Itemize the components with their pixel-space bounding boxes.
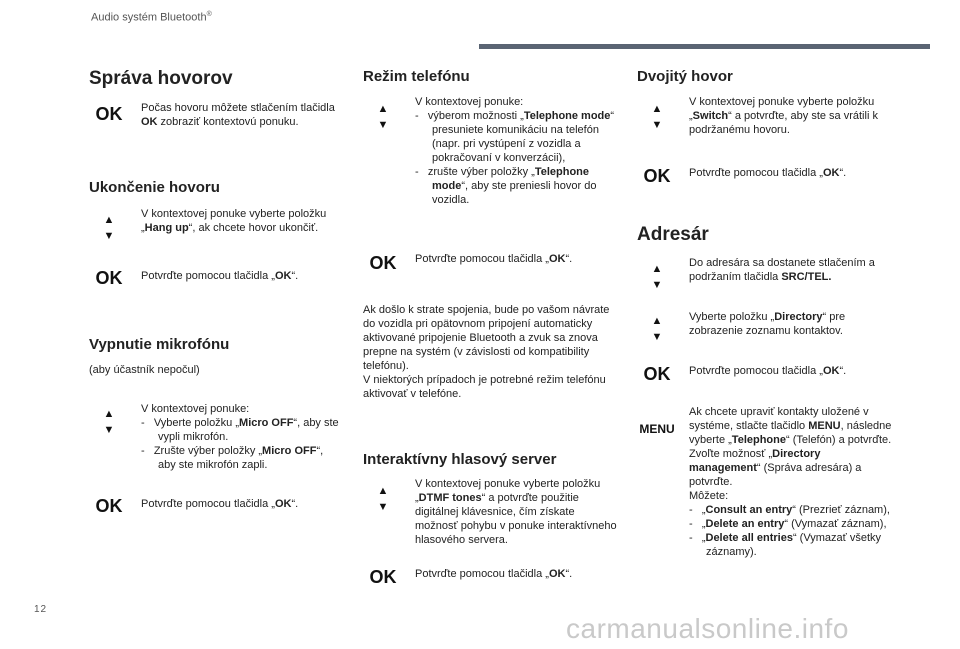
item-text: Potvrďte pomocou tlačidla „OK“. [689,167,847,179]
item-text: V kontextovej ponuke vyberte položku „DTMF tones“ a potvrďte použitie digitálnej klávesnice, čím získate možnosť pohybu v ponuke interaktívneho hlasového servera. [415,478,617,546]
ok-button-icon: OK [95,104,123,124]
item-text: Ak chcete upraviť kontakty uložené v systéme, stlačte tlačidlo MENU, následne vyberte „Telephone“ (Telefón) a potvrďte. Zvoľte možnosť „Directory management“ (Správa adresára) a potvrďte. Môžete: - „Consult an entry“ (Prezrieť záznam), - „Delete an entry“ (Vymazať záznam), - „Delete all entries“ (Vymazať všetky záznamy). [689,406,892,558]
up-down-arrows-icon: ▲ ▼ [651,103,663,131]
ok-button-icon: OK [95,268,123,288]
up-down-arrows-icon: ▲ ▼ [103,214,115,242]
header-title: Audio systém Bluetooth [91,11,207,24]
header-bar [479,44,930,49]
item-text: Potvrďte pomocou tlačidla „OK“. [415,253,573,265]
item-text: Do adresára sa dostanete stlačením a podržaním tlačidla SRC/TEL. [689,257,875,283]
running-header [91,11,212,24]
item-text: Potvrďte pomocou tlačidla „OK“. [689,365,847,377]
item-text: Vyberte položku „Directory“ pre zobrazenie zoznamu kontaktov. [689,311,846,337]
up-down-arrows-icon: ▲ ▼ [103,408,115,436]
section-title-directory: Adresár [637,224,709,245]
ok-button-icon: OK [369,253,397,273]
item-text: V kontextovej ponuke: - Vyberte položku „Micro OFF“, aby ste vypli mikrofón. - Zrušte výber položky „Micro OFF“, aby ste mikrofón zapli. [141,403,339,471]
mute-subtitle: (aby účastník nepočul) [89,364,200,376]
item-text: V kontextovej ponuke vyberte položku „Switch“ a potvrďte, aby ste sa vrátili k podržanému hovoru. [689,96,878,136]
registered-mark: ® [206,11,212,18]
section-title-mute: Vypnutie mikrofónu [89,336,230,353]
ok-button-icon: OK [369,567,397,587]
ok-button-icon: OK [643,364,671,384]
section-title-call-management: Správa hovorov [89,68,233,89]
up-down-arrows-icon: ▲ ▼ [377,485,389,513]
item-text: Počas hovoru môžete stlačením tlačidla OK zobraziť kontextovú ponuku. [141,102,335,128]
up-down-arrows-icon: ▲ ▼ [651,263,663,291]
ok-button-icon: OK [95,496,123,516]
ok-button-icon: OK [643,166,671,186]
section-title-double-call: Dvojitý hovor [637,68,733,85]
section-title-ivr: Interaktívny hlasový server [363,451,557,468]
watermark: carmanualsonline.info [566,613,849,644]
item-text: Potvrďte pomocou tlačidla „OK“. [141,270,299,282]
menu-button-icon: MENU [639,422,675,436]
section-title-hang-up: Ukončenie hovoru [89,179,220,196]
item-text: Potvrďte pomocou tlačidla „OK“. [141,498,299,510]
item-text: V kontextovej ponuke vyberte položku „Hang up“, ak chcete hovor ukončiť. [141,208,327,234]
section-title-phone-mode: Režim telefónu [363,68,470,85]
item-text: Potvrďte pomocou tlačidla „OK“. [415,568,573,580]
up-down-arrows-icon: ▲ ▼ [377,103,389,131]
item-text: V kontextovej ponuke: - výberom možnosti „Telephone mode“ presuniete komunikáciu na telefón (napr. pri vystúpení z vozidla a pokračovaní v konverzácii), - zrušte výber položky „Telephone mode“, aby ste preniesli hovor do vozidla. [415,96,615,206]
up-down-arrows-icon: ▲ ▼ [651,315,663,343]
page-number: 12 [34,604,48,615]
reconnect-paragraph: Ak došlo k strate spojenia, bude po vašom návrate do vozidla pri opätovnom pripojení automaticky aktivované pripojenie Bluetooth a zvuk sa znova prepne na systém (v závislosti od kompatibility telefónu). V niektorých prípadoch je potrebné režim telefónu aktivovať v telefóne. [363,304,610,400]
